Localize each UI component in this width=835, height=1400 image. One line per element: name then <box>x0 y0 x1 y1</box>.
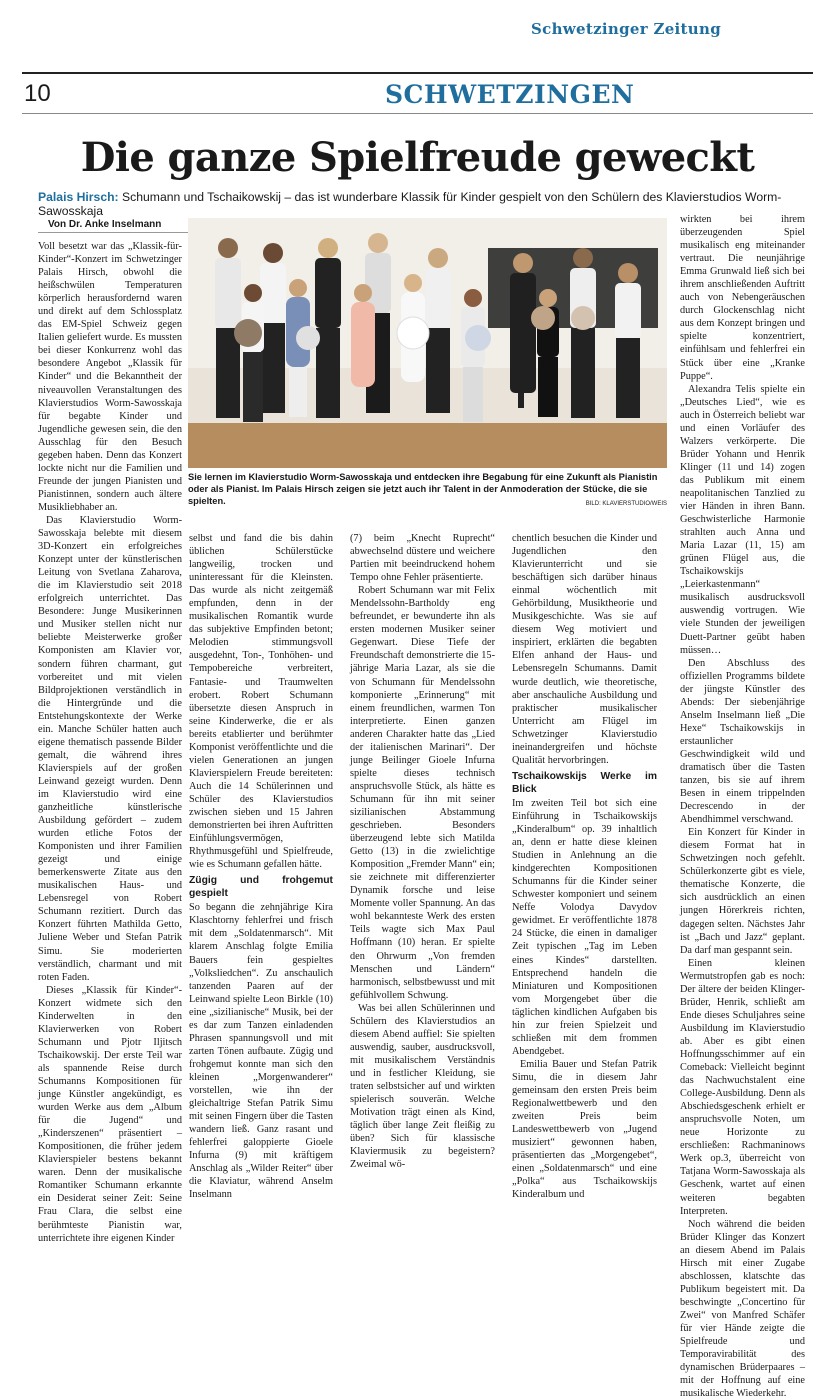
section-rule <box>22 113 813 114</box>
paragraph: Das Klavierstudio Worm-Sawosskaja belebte mit diesem 3D-Konzert ein erfolgreiches Konzept unter der künstlerischen Leitung von Svetlana Zaharova, die im Klavierstudio seit 2018 erfolgreich unterrichtet. Das Besondere: Junge Musikerinnen und Musiker stellen nicht nur beliebte Meisterwerke großer Komponisten am Klavier vor, sondern führen charmant, gut vorbereitet und mit vielen Bildprojektionen verständlich in die Hintergründe und die Entstehungskontexte der Werke ein. Manche Schüler hatten auch eigene thematisch passende Bilder gemalt, die während ihres Klavierspiels auf der großen Leinwand gezeigt wurden. Denn im Klavierstudio wird eine ganzheitliche künstlerische Ausbildung gefördert – zudem wurden etliche Fotos der Komponisten und ihrer Familien gezeigt und einige bemerkenswerte Zitate aus den musikalischen Haus- und Lebensregel von Robert Schumann rezitiert. Durch das Konzert führten Mathilda Getto, Juliene Weber und Stefan Patrik Simu. Sie moderierten verständlich, charmant und mit roten Faden. <box>38 514 182 983</box>
masthead: Schwetzinger Zeitung <box>531 20 721 38</box>
paragraph: Dieses „Klassik für Kinder“-Konzert widmete sich den Kinderwelten in den Klavierwerken von Robert Schumann und Pjotr Iljitsch Tschaikowskij. Der erste Teil war als spannende Reise durch Schumanns Kompositionen für junge Künstler angekündigt, es wurden Werke aus dem „Album für die Jugend“ und „Kinderszenen“ präsentiert – Kompositionen, die früher jedem Klavierspieler bestens bekannt waren. Denn der musikalische Romantiker Schumann erkannte ein Desiderat seiner Zeit: Seine Frau Clara, die selbst eine berühmteste Pianistin war, unterrichtete ihre eigenen Kinder <box>38 984 182 1244</box>
photo-caption <box>188 471 667 510</box>
paragraph: Alexandra Telis spielte ein „Deutsches Lied“, wie es auch in Österreich beliebt war und einen Vorläufer des Walzers verkörperte. Die Brüder Yohann und Henrik Klinger (11 und 14) zogen das Publikum mit einem neapolitanischen Tanzlied zu vier Händen in ihren Bann. Geschwisterliche Harmonie strahlten auch Anna und Maria Lazar (11, 15) am grünen Flügel aus, die Tschaikowskijs „Leierkastenmann“ musikalisch ausdrucksvoll auswendig vortrugen. Wie viele Stunden der jeweiligen Duett-Partner geübt haben müssen… <box>680 383 805 656</box>
paragraph: Emilia Bauer und Stefan Patrik Simu, die in diesem Jahr gemeinsam den ersten Preis beim Regionalwettbewerb und den zweiten Preis beim Landeswettbewerb von „Jugend musiziert“ gewonnen haben, präsentierten das „Morgengebet“, einen „Soldatenmarsch“ und eine „Polka“ aus Tschaikowskijs Kinderalbum und <box>512 1058 657 1201</box>
paragraph: So begann die zehnjährige Kira Klaschtorny fehlerfrei und frisch mit dem „Soldatenmarsch“. Mit klarem Anschlag folgte Emilia Bauers fein gespieltes „Volksliedchen“. Zu anschaulich tanzenden Paaren auf der Leinwand spielte Leon Birkle (10) eine „sizilianische“ Musik, bei der es dar zum Tanzen einladenden Phrasen spannungsvoll und mit zarten Tönen aufbaute. Zügig und frohgemut konnte man sich den kleinen „Morgenwanderer“ vorstellen, wie ihn der gleichaltrige Stefan Patrik Simu mit seinen Fingern über die Tasten wandern ließ. Ganz rasant und fehlerfrei galoppierte Gioele Infurna (9) mit kräftigem Anschlag als „Wilder Reiter“ über die Klaviatur, während Anselm Inselmann <box>189 902 333 1201</box>
paragraph: Robert Schumann war mit Felix Mendelssohn-Bartholdy eng befreundet, er bewunderte ihn als ersten modernen Musiker seiner Gegenwart. Diese Tiefe der Freundschaft demonstrierte die 15-jährige Maria Lazar, als sie die von Schumann für Mendelssohn komponierte „Erinnerung“ mit einem freundlichen, warmen Ton interpretierte. Einen ganzen anderen Charakter hatte das „Lied der italienischen Marinari“. Der junge Beilinger Gioele Infurna spielte dieses technisch anspruchsvolle Stück, als hätte es Schumann für ihn mit seiner sizilianischen Abstammung geschrieben. Besonders überzeugend lebte sich Matilda Getto (13) in die zwielichtige Komposition „Fremder Mann“ ein; sie zeichnete mit differenzierter Dynamik forsche und leise Momente voller Spannung. An das wohl bekannteste Werk des ersten Teils wagte sich Max Paul Hoffmann (10) heran. Er spielte den Ohrwurm „Von fremden Menschen und Ländern“ harmonisch, selbstbewusst und mit gefühlvollem Schwung. <box>350 585 495 1001</box>
paragraph: selbst und fand die bis dahin üblichen Schülerstücke langweilig, trocken und uninteressant für die Kleinsten. Das wurde als nicht zeitgemäß empfunden, denn in der musikalischen Romantik wurde das subjektive Empfinden betont; Melodien stimmungsvoll ausgedehnt, Ton-, Tonhöhen- und Tempobereiche verbreitert, Fantasie- und Traumwelten erobert. Robert Schumann übersetzte diesen Anspruch in seine Kinderwerke, die er als bereits etablierter und berühmter Komponist veröffentlichte und die vielen Generationen an jungen Klavierspielern Freude bereiteten: Auch die 14 Schülerinnen und Schüler des Klavierstudios zwischen sieben und 15 Jahren demonstrierten bei ihren Auftritten Einfühlungsvermögen, Rhythmusgefühl und Spielfreude, wie es Schumann gefallen hätte. <box>189 533 333 871</box>
paragraph: wirkten bei ihrem überzeugenden Spiel musikalisch eng miteinander vertraut. Die neunjährige Emma Grunwald ließ sich bei ihrem anschließenden Auftritt auch von Nebengeräuschen durch Glockenschlag nicht aus dem Konzept bringen und spielte konzentriert, einfühlsam und fehlerfrei ein Stück über eine „Kranke Puppe“. <box>680 214 805 382</box>
author-byline: Von Dr. Anke Inselmann <box>48 219 162 230</box>
paragraph: Einen kleinen Wermutstropfen gab es noch: Der ältere der beiden Klinger-Brüder, Henrik, schließt am Ende dieses Schuljahres seine Ausbildung im Klavierstudio ab. Aber es gibt einen Hoffnungsschimmer auf ein Comeback: Vielleicht beginnt das Nachwuchstalent eine College-Ausbildung. Denn als Abschiedsgeschenk erhielt er anspruchsvolle Noten, um neue Horizonte zu erschließen: Rachmaninows Werk op.3, überreicht von Tatjana Worm-Sawosskaja als Geschenk, wartet auf einen weiteren begabten Interpreten. <box>680 957 805 1217</box>
deck-keyword: Palais Hirsch: <box>38 190 119 204</box>
article-column-4 <box>512 532 657 1201</box>
paragraph: (7) beim „Knecht Ruprecht“ abwechselnd düstere und weichere Partien mit beeindruckend hohem Tempo ohne Fehler präsentierte. <box>350 533 495 584</box>
article-column-3 <box>350 532 495 1171</box>
caption-text: Sie lernen im Klavierstudio Worm-Sawosskaja und entdecken ihre Begabung für eine Zukunft als Pianistin oder als Pianist. Im Palais Hirsch zeigen sie jetzt auch ihr Talent in der Anmoderation der Stücke, die sie spielten. <box>188 472 658 506</box>
deck-text: Schumann und Tschaikowskij – das ist wunderbare Klassik für Kinder gespielt von den Schülern des Klavierstudios Worm-Sawosskaja <box>38 190 782 218</box>
paragraph: Ein Konzert für Kinder in diesem Format hat in Schwetzingen noch gefehlt. Schülerkonzerte gibt es viele, thematische Konzerte, die sich ausdrücklich an einen jungen Hörerkreis richten, dagegen selten. Nächstes Jahr ist „Bach und Jazz“ geplant. Da darf man gespannt sein. <box>680 827 805 956</box>
paragraph: Im zweiten Teil bot sich eine Einführung in Tschaikowskijs „Kinderalbum“ op. 39 inhaltlich an, denn er hatte diese kleinen Studien in Anlehnung an die kindgerechten Kompositionen Schumanns für die Kinder seiner Schwester komponiert und seinem Neffe Volodya Davydov gewidmet. Er veröffentlichte 1878 24 Stücke, die einen in damaliger Zeit typischen „Tag im Leben eines Kindes“ darstellten. Entsprechend handeln die Miniaturen und Kompositionen vom Morgengebet über die täglichen kindlichen Aufgaben bis hin zur freien Spielzeit und schließen mit dem frommen Abendgebet. <box>512 797 657 1057</box>
section-title: SCHWETZINGEN <box>385 80 635 109</box>
article-column-2 <box>189 532 333 1201</box>
group-photo <box>188 218 667 468</box>
paragraph: Noch während die beiden Brüder Klinger das Konzert an diesem Abend im Palais Hirsch mit einer Zugabe abschlossen, klatschte das Publikum begeistert mit. Da beschwingte „Concertino für Zwei“ von Manfred Schäfer für vier Hände zeigte die Spielfreude und Temporavirabilität des dynamischen Brüderpaares – mit der Hoffnung auf eine musikalische Wiederkehr. <box>680 1218 805 1400</box>
page-number: 10 <box>24 80 51 107</box>
article-column-1 <box>38 240 182 1244</box>
article-column-5 <box>680 213 805 1400</box>
top-rule <box>22 72 813 74</box>
byline-rule <box>38 232 188 233</box>
headline: Die ganze Spielfreude geweckt <box>80 134 755 181</box>
photo-credit: BILD: KLAVIERSTUDIO/WEIS <box>585 501 667 507</box>
paragraph: chentlich besuchen die Kinder und Jugendlichen den Klavierunterricht und sie beschäftigen sich darüber hinaus einmal wöchentlich mit Gehörbildung, Musiktheorie und Musikgeschichte. Was sie auf diesem Weg motiviert und inspiriert, erklärten die begabten Elfen anhand der Haus- und Lebensregeln Schumanns. Damit wurde deutlich, wie theoretische, aber anschauliche Ausbildung und praktischer musikalischer Unterricht am Flügel im Schwetzinger Klavierstudio ineinandergreifen und höchste Qualität hervorbringen. <box>512 533 657 766</box>
subheading: Zügig und frohgemut gespielt <box>189 875 333 900</box>
subheading: Tschaikowskijs Werke im Blick <box>512 770 657 795</box>
paragraph: Voll besetzt war das „Klassik-für-Kinder“-Konzert im Schwetzinger Palais Hirsch, obwohl die heißschwülen Temperaturen körperlich herausfordernd waren und direkt auf dem Schlossplatz das EM-Spiel Schweiz gegen Italien geliefert wurde. Es mussten bei dieser Konkurrenz wohl das besondere Angebot „Klassik für Kinder“ und die Bekanntheit der niveauvollen Veranstaltungen des Klavierstudios Worm-Sawosskaja für begabte Kinder und Jugendliche gewesen sein, die den Ausschlag für den Besuch gegeben haben. Denn das Konzert lockte nicht nur die Familien und Freunde der jungen Pianisten und Pianistinnen, sondern auch ältere Musikliebhaber an. <box>38 241 182 513</box>
paragraph: Den Abschluss des offiziellen Programms bildete der jüngste Künstler des Abends: Der siebenjährige Anselm Inselmann ließ „Die Hexe“ Tschaikowskijs in erstaunlicher Geschwindigkeit wild und dramatisch über die Tasten tanzen, bis sie auf ihrem Besen in einem trippelnden Decrescendo in der Abendhimmel verschwand. <box>680 657 805 826</box>
group-photo-illustration <box>188 218 667 468</box>
paragraph: Was bei allen Schülerinnen und Schülern des Klavierstudios an diesem Abend auffiel: Sie spielten auswendig, sauber, ausdrucksvoll, mit musikalischem Verständnis und in festlicher Kleidung, sie traten selbstsicher auf und wirkten spielerisch souverän. Welche Motivation trägt einen als Kind, täglich über lange Zeit fleißig zu üben? Sich für klassische Klaviermusik zu begeistern? Zweimal wö- <box>350 1002 495 1171</box>
